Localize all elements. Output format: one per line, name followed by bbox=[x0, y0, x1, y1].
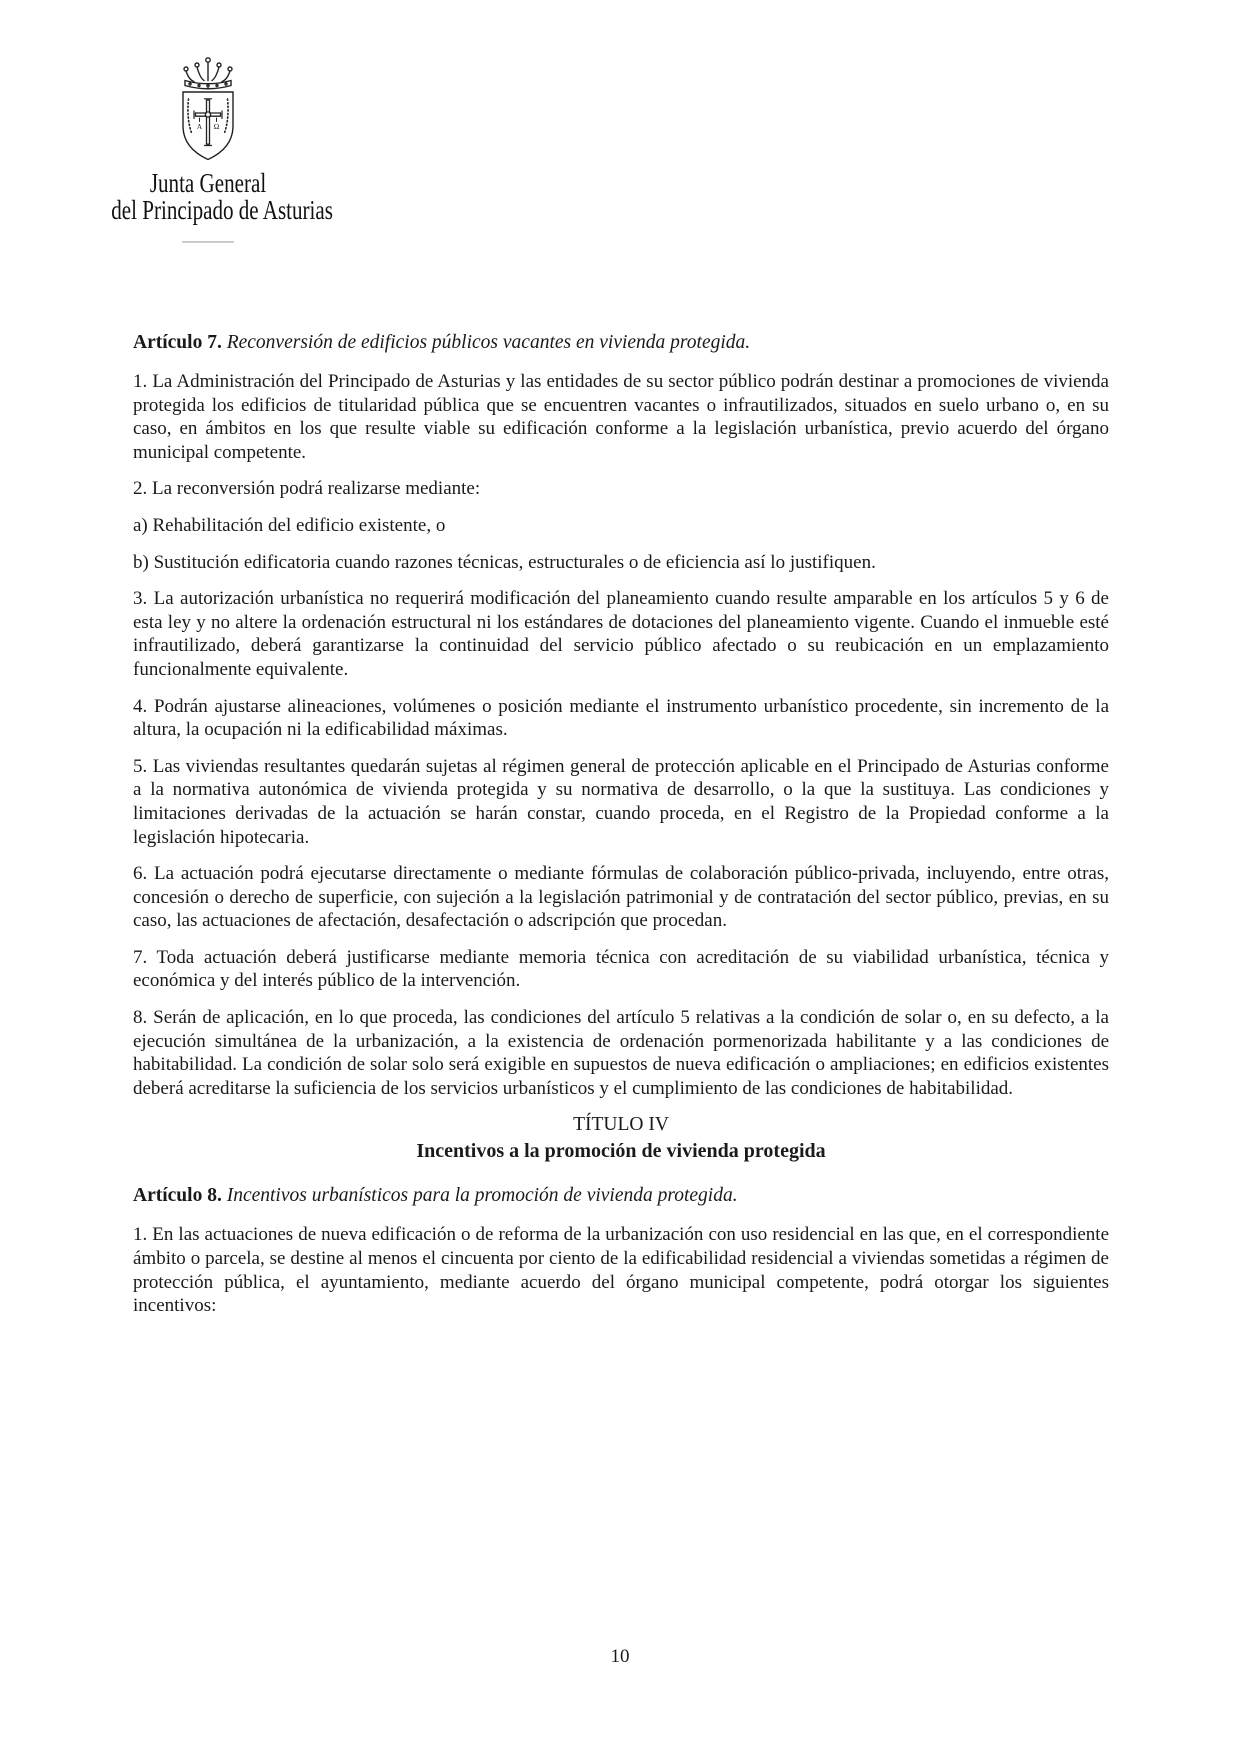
paragraph: 1. En las actuaciones de nueva edificación o de reforma de la urbanización con uso residencial en las que, en el correspondiente ámbito o parcela, se destine al menos el cincuenta por ciento de la edificabilidad residencial a viviendas sometidas a régimen de protección pública, el ayuntamiento, mediante acuerdo del órgano municipal competente, podrá otorgar los siguientes incentivos: bbox=[133, 1224, 1109, 1317]
paragraph: a) Rehabilitación del edificio existente, o bbox=[133, 514, 446, 536]
paragraph: 3. La autorización urbanística no requerirá modificación del planeamiento cuando resulte amparable en los artículos 5 y 6 de esta ley y no altere la ordenación estructural ni los estándares de dotaciones del planeamiento vigente. Cuando el inmueble esté infrautilizado, deberá garantizarse la continuidad del servicio público afectado o su reubicación en un emplazamiento funcionalmente equivalente. bbox=[133, 588, 1109, 680]
article-8-title: Incentivos urbanísticos para la promoción de vivienda protegida. bbox=[226, 1185, 738, 1207]
org-name-line-1: Junta General bbox=[149, 168, 267, 198]
paragraph: b) Sustitución edificatoria cuando razones técnicas, estructurales o de eficiencia así lo justifiquen. bbox=[133, 551, 876, 573]
article-7-paragraphs bbox=[133, 370, 1109, 1100]
article-7-title: Reconversión de edificios públicos vacantes en vivienda protegida. bbox=[226, 332, 751, 353]
paragraph: 5. Las viviendas resultantes quedarán sujetas al régimen general de protección aplicable en el Principado de Asturias conforme a la normativa autonómica de vivienda protegida y su normativa de desarrollo, o la que la sustituya. Las condiciones y limitaciones derivadas de la actuación se harán constar, cuando proceda, en el Registro de la Propiedad conforme a la legislación hipotecaria. bbox=[133, 755, 1109, 848]
titulo-iv-label: TÍTULO IV bbox=[573, 1114, 669, 1136]
titulo-iv-title: Incentivos a la promoción de vivienda protegida bbox=[416, 1140, 826, 1163]
paragraph: 6. La actuación podrá ejecutarse directamente o mediante fórmulas de colaboración público-privada, incluyendo, entre otras, concesión o derecho de superficie, con sujeción a la legislación patrimonial y de contratación del sector público, previas, en su caso, las actuaciones de afectación, desafectación o adscripción que procedan. bbox=[133, 863, 1109, 932]
paragraph: 7. Toda actuación deberá justificarse mediante memoria técnica con acreditación de su viabilidad urbanística, técnica y económica y del interés público de la intervención. bbox=[133, 946, 1109, 992]
article-8-heading bbox=[133, 1184, 1109, 1208]
article-7-number: Artículo 7. bbox=[133, 332, 222, 353]
article-7-heading bbox=[133, 331, 1109, 355]
logo-separator-line bbox=[182, 241, 234, 243]
article-8-number: Artículo 8. bbox=[133, 1185, 222, 1207]
article-8-paragraphs bbox=[133, 1223, 1109, 1317]
document-body bbox=[133, 331, 1109, 1331]
paragraph: 8. Serán de aplicación, en lo que proceda, las condiciones del artículo 5 relativas a la condición de solar o, en su defecto, a la ejecución simultánea de la urbanización, a la existencia de ordenación pormenorizada habilitante y a las condiciones de habitabilidad. La condición de solar solo será exigible en supuestos de nueva edificación o ampliaciones; en edificios existentes deberá acreditarse la suficiencia de los servicios urbanísticos y el cumplimiento de las condiciones de habitabilidad. bbox=[133, 1007, 1109, 1099]
svg-text:A: A bbox=[196, 122, 203, 131]
junta-general-logo bbox=[84, 56, 332, 243]
org-name-line-2: del Principado de Asturias bbox=[111, 195, 333, 225]
asturias-coat-of-arms-icon bbox=[176, 56, 240, 168]
paragraph: 1. La Administración del Principado de Asturias y las entidades de su sector público podrán destinar a promociones de vivienda protegida los edificios de titularidad pública que se encuentren vacantes o infrautilizados, situados en suelo urbano o, en su caso, en ámbitos en los que resulte viable su edificación conforme a la legislación urbanística, previo acuerdo del órgano municipal competente. bbox=[133, 371, 1109, 463]
svg-text:Ω: Ω bbox=[213, 122, 220, 131]
page-number: 10 bbox=[610, 1646, 630, 1667]
paragraph: 4. Podrán ajustarse alineaciones, volúmenes o posición mediante el instrumento urbanístico procedente, sin incremento de la altura, la ocupación ni la edificabilidad máximas. bbox=[133, 695, 1109, 741]
paragraph: 2. La reconversión podrá realizarse mediante: bbox=[133, 478, 481, 500]
